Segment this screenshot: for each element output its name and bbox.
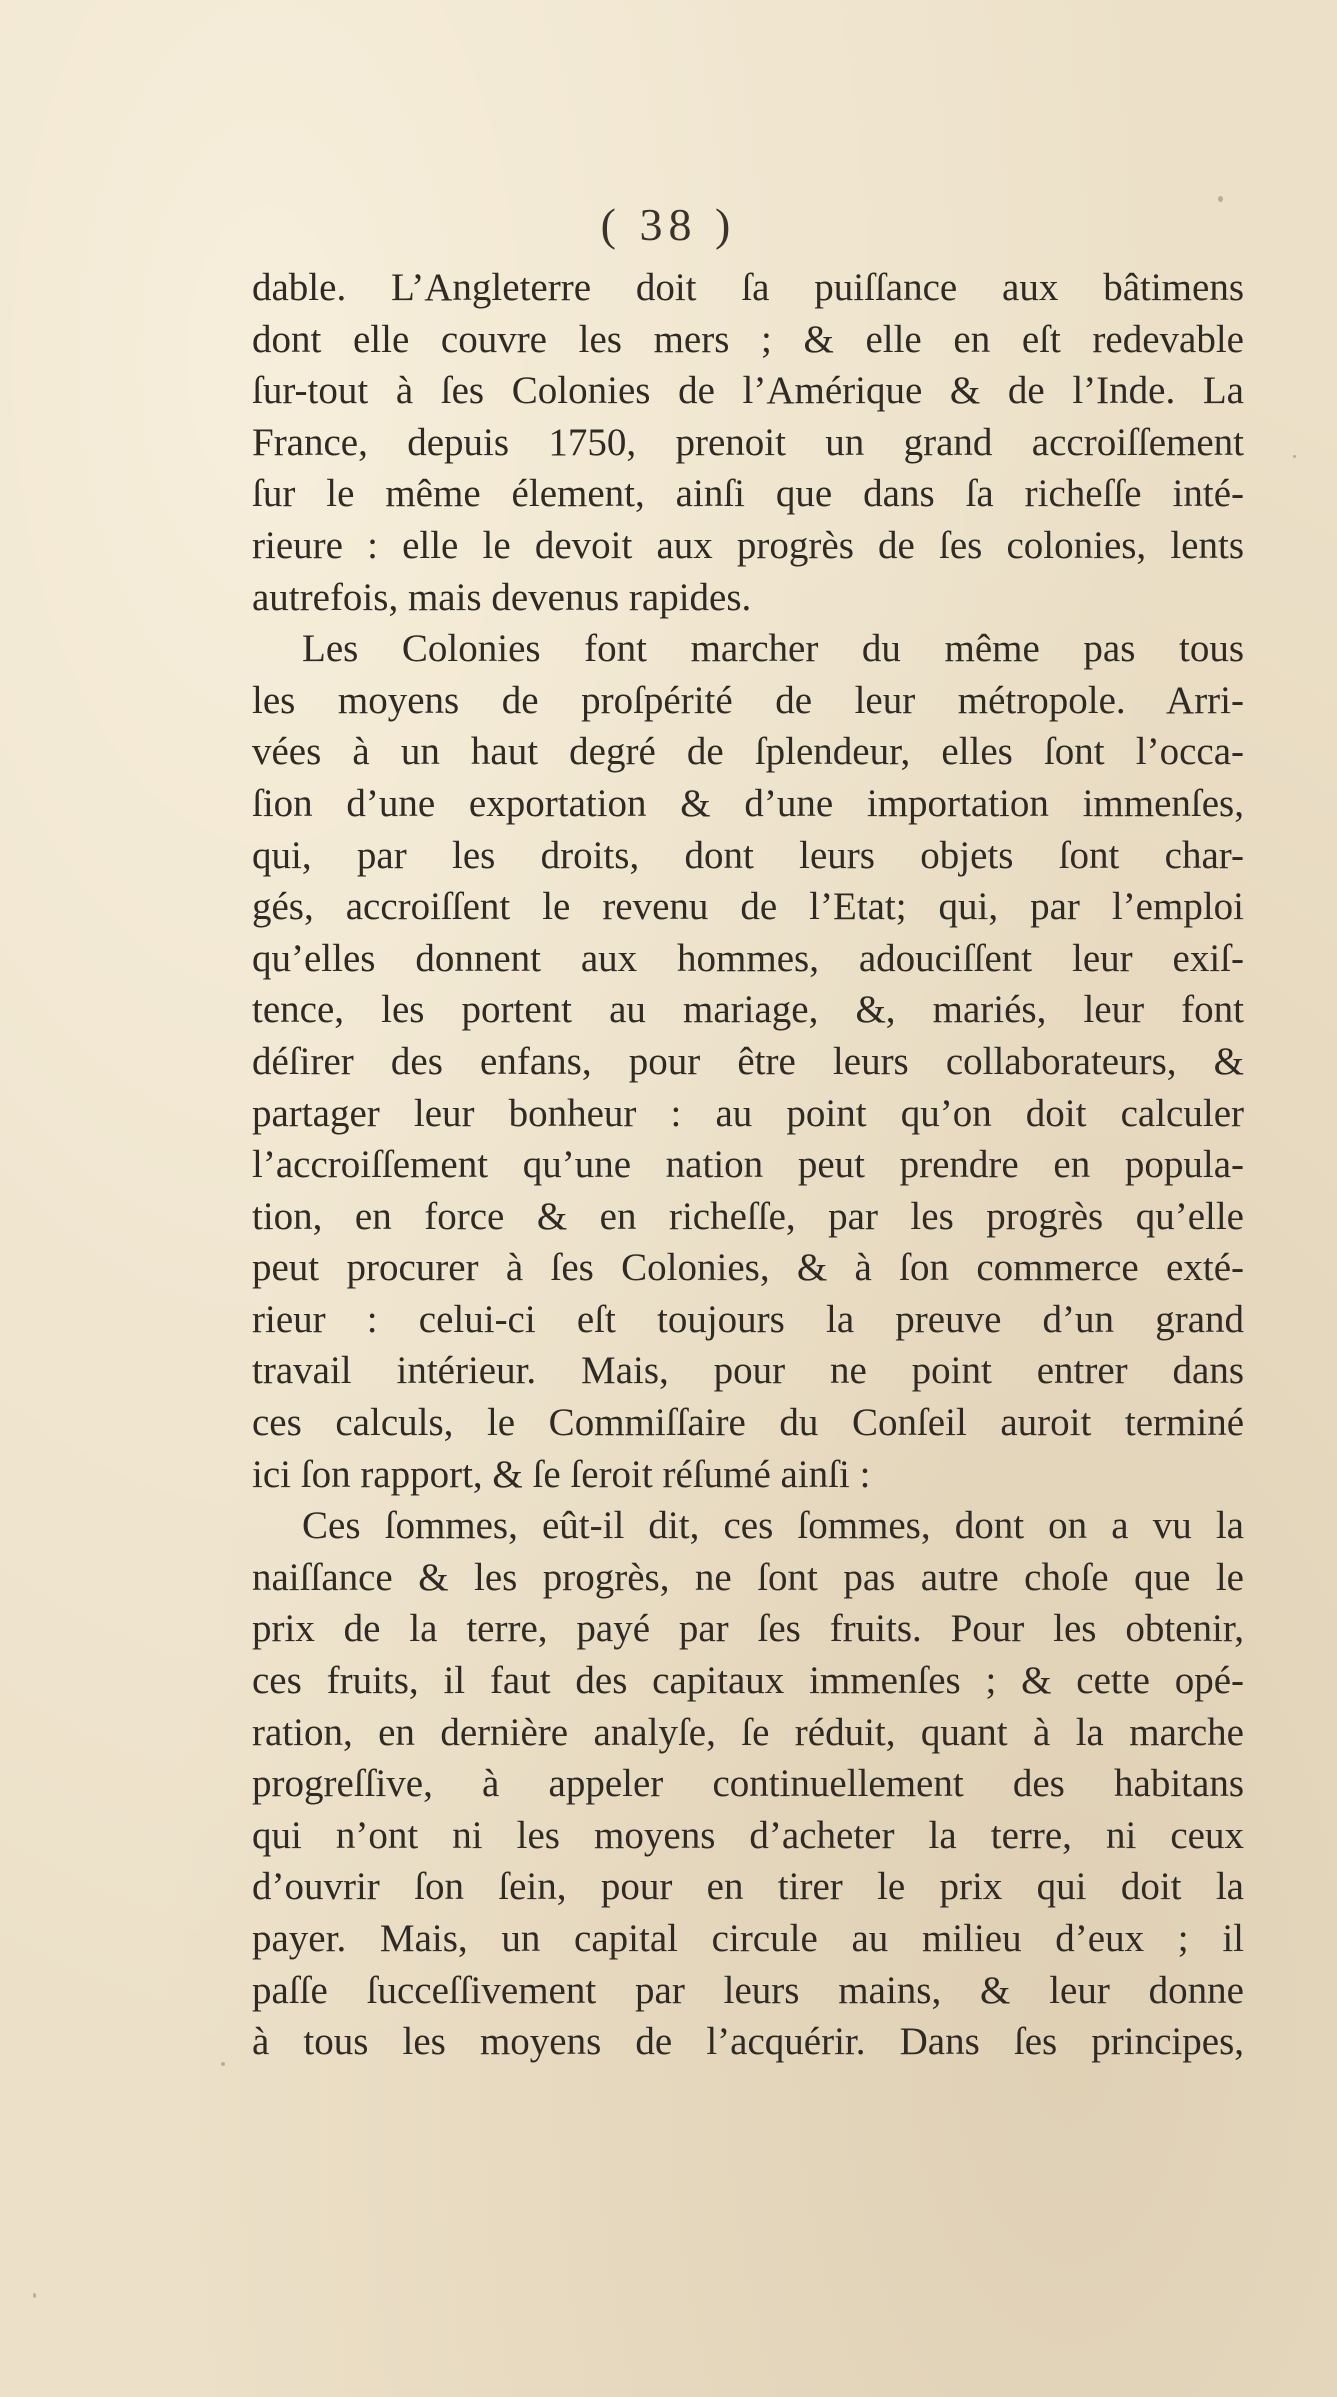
text-line: ces fruits, il faut des capitaux immenſes ; & cette opé-	[252, 1659, 1244, 1703]
text-line: dont elle couvre les mers ; & elle en eſt redevable	[252, 317, 1244, 361]
page-number: ( 38 )	[600, 199, 737, 250]
text-line: autrefois, mais devenus rapides.	[252, 575, 752, 619]
text-line: qui, par les droits, dont leurs objets ſont char-	[252, 833, 1244, 877]
text-line: partager leur bonheur : au point qu’on doit calculer	[252, 1091, 1244, 1135]
text-line: d’ouvrir ſon ſein, pour en tirer le prix qui doit la	[252, 1865, 1244, 1909]
body-text	[252, 262, 1244, 2068]
text-line: rieure : elle le devoit aux progrès de ſes colonies, lents	[252, 523, 1244, 567]
text-line: tence, les portent au mariage, &, mariés, leur font	[252, 988, 1244, 1032]
text-line: France, depuis 1750, prenoit un grand accroiſſement	[252, 420, 1244, 464]
text-line: gés, accroiſſent le revenu de l’Etat; qui, par l’emploi	[252, 885, 1244, 929]
text-line: ſur-tout à ſes Colonies de l’Amérique & de l’Inde. La	[252, 369, 1244, 413]
text-line: ſion d’une exportation & d’une importation immenſes,	[252, 781, 1244, 825]
text-line: paſſe ſucceſſivement par leurs mains, & leur donne	[252, 1968, 1244, 2012]
text-line: rieur : celui-ci eſt toujours la preuve d’un grand	[252, 1297, 1244, 1341]
text-line: dable. L’Angleterre doit ſa puiſſance aux bâtimens	[252, 266, 1244, 309]
text-line: prix de la terre, payé par ſes fruits. Pour les obtenir,	[252, 1607, 1244, 1651]
paper-speck	[33, 2293, 36, 2298]
text-line: tion, en force & en richeſſe, par les progrès qu’elle	[252, 1194, 1244, 1238]
paper-speck	[1218, 196, 1223, 202]
text-line: ces calculs, le Commiſſaire du Conſeil auroit terminé	[252, 1401, 1244, 1445]
text-line: peut procurer à ſes Colonies, & à ſon commerce exté-	[252, 1246, 1244, 1290]
text-line: déſirer des enfans, pour être leurs collaborateurs, &	[252, 1039, 1244, 1083]
text-line: ſur le même élement, ainſi que dans ſa richeſſe inté-	[252, 472, 1244, 516]
text-line: l’accroiſſement qu’une nation peut prendre en popula-	[252, 1143, 1244, 1187]
paper-speck	[1293, 455, 1296, 458]
text-line: Les Colonies font marcher du même pas tous	[302, 627, 1244, 671]
text-line: progreſſive, à appeler continuellement des habitans	[252, 1762, 1244, 1806]
text-line: ici ſon rapport, & ſe ſeroit réſumé ainſi :	[252, 1452, 871, 1496]
text-line: naiſſance & les progrès, ne ſont pas autre choſe que le	[252, 1555, 1244, 1599]
text-line: vées à un haut degré de ſplendeur, elles ſont l’occa-	[252, 730, 1244, 774]
text-line: à tous les moyens de l’acquérir. Dans ſes principes,	[252, 2020, 1244, 2064]
text-line: Ces ſommes, eût-il dit, ces ſommes, dont on a vu la	[302, 1504, 1244, 1548]
text-line: qui n’ont ni les moyens d’acheter la terre, ni ceux	[252, 1813, 1244, 1857]
text-line: ration, en dernière analyſe, ſe réduit, quant à la marche	[252, 1710, 1244, 1754]
paper-speck	[221, 2062, 225, 2066]
text-line: les moyens de proſpérité de leur métropole. Arri-	[252, 678, 1244, 722]
text-line: travail intérieur. Mais, pour ne point entrer dans	[252, 1349, 1244, 1393]
text-line: qu’elles donnent aux hommes, adouciſſent leur exiſ-	[252, 936, 1244, 980]
text-line: payer. Mais, un capital circule au milieu d’eux ; il	[252, 1917, 1244, 1960]
